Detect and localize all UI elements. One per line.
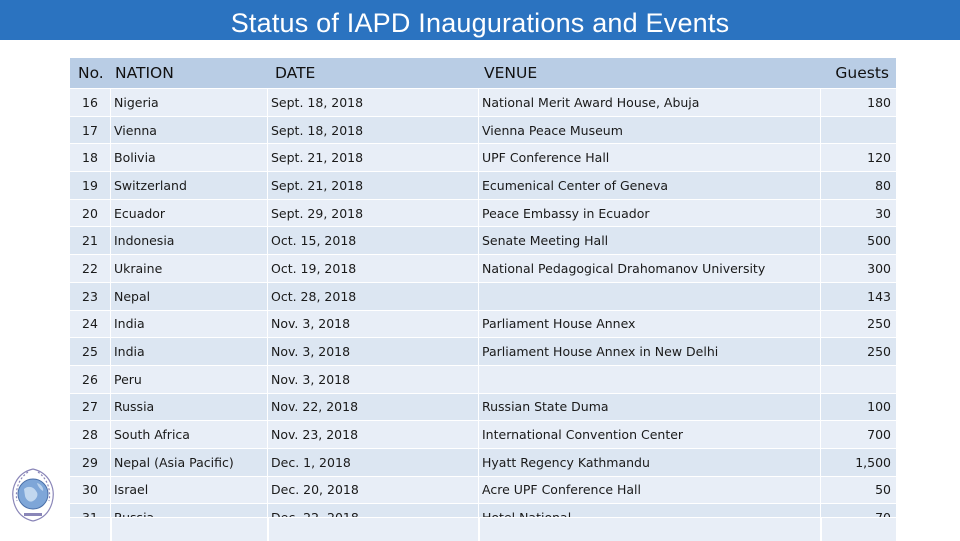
cell-date: Sept. 18, 2018 xyxy=(267,117,478,144)
cell-nation: South Africa xyxy=(110,421,267,448)
cell-nation: Switzerland xyxy=(110,172,267,199)
table-header-row xyxy=(70,58,896,88)
table-body xyxy=(70,88,896,531)
cell-date: Nov. 3, 2018 xyxy=(267,338,478,365)
events-table xyxy=(70,58,896,531)
cell-guests: 30 xyxy=(820,200,896,227)
cell-nation: India xyxy=(110,338,267,365)
cell-date: Sept. 29, 2018 xyxy=(267,200,478,227)
cell-guests: 50 xyxy=(820,477,896,504)
cell-no: 30 xyxy=(82,482,98,498)
cell-no: 28 xyxy=(82,427,98,443)
cell-guests: 500 xyxy=(820,227,896,254)
slide-title: Status of IAPD Inaugurations and Events xyxy=(230,7,730,38)
cell-venue: Russian State Duma xyxy=(478,394,820,421)
cell-nation: India xyxy=(110,311,267,338)
cell-date: Nov. 3, 2018 xyxy=(267,366,478,393)
cell-no: 29 xyxy=(82,454,98,470)
cell-date: Oct. 19, 2018 xyxy=(267,255,478,282)
cell-date: Nov. 22, 2018 xyxy=(267,394,478,421)
cell-venue: National Pedagogical Drahomanov University xyxy=(478,255,820,282)
cell-guests: 250 xyxy=(820,338,896,365)
cell-guests: 80 xyxy=(820,172,896,199)
table-row xyxy=(70,310,896,338)
cell-nation: Vienna xyxy=(110,117,267,144)
table-trailing-row xyxy=(70,517,896,541)
cell-guests: 120 xyxy=(820,144,896,171)
cell-no: 27 xyxy=(82,399,98,415)
upf-globe-emblem-icon xyxy=(6,463,60,527)
cell-nation: Nigeria xyxy=(110,89,267,116)
cell-date: Sept. 18, 2018 xyxy=(267,89,478,116)
cell-venue: Hyatt Regency Kathmandu xyxy=(478,449,820,476)
cell-nation: Russia xyxy=(110,394,267,421)
cell-date: Oct. 28, 2018 xyxy=(267,283,478,310)
cell-date: Sept. 21, 2018 xyxy=(267,172,478,199)
cell-date: Nov. 3, 2018 xyxy=(267,311,478,338)
header-nation: NATION xyxy=(115,64,174,82)
table-row xyxy=(70,254,896,282)
table-row xyxy=(70,199,896,227)
table-row xyxy=(70,88,896,116)
header-venue: VENUE xyxy=(484,64,538,82)
cell-venue: Acre UPF Conference Hall xyxy=(478,477,820,504)
cell-nation: Nepal (Asia Pacific) xyxy=(110,449,267,476)
cell-nation: Ukraine xyxy=(110,255,267,282)
cell-no: 18 xyxy=(82,150,98,166)
cell-no: 24 xyxy=(82,316,98,332)
cell-guests: 143 xyxy=(820,283,896,310)
table-row xyxy=(70,448,896,476)
cell-venue: Senate Meeting Hall xyxy=(478,227,820,254)
table-row xyxy=(70,171,896,199)
cell-guests: 100 xyxy=(820,394,896,421)
cell-nation: Israel xyxy=(110,477,267,504)
cell-nation: Peru xyxy=(110,366,267,393)
cell-venue: Ecumenical Center of Geneva xyxy=(478,172,820,199)
table-row xyxy=(70,116,896,144)
cell-no: 17 xyxy=(82,122,98,138)
header-guests: Guests xyxy=(835,64,889,82)
cell-venue: Parliament House Annex in New Delhi xyxy=(478,338,820,365)
cell-nation: Nepal xyxy=(110,283,267,310)
table-row xyxy=(70,282,896,310)
cell-venue xyxy=(478,366,820,393)
table-row xyxy=(70,476,896,504)
table-row xyxy=(70,420,896,448)
cell-guests: 700 xyxy=(820,421,896,448)
cell-no: 25 xyxy=(82,344,98,360)
slide-title-box xyxy=(0,0,960,46)
cell-no: 19 xyxy=(82,177,98,193)
cell-venue: National Merit Award House, Abuja xyxy=(478,89,820,116)
cell-venue xyxy=(478,283,820,310)
cell-guests xyxy=(820,117,896,144)
table-row xyxy=(70,337,896,365)
cell-guests: 180 xyxy=(820,89,896,116)
cell-date: Dec. 20, 2018 xyxy=(267,477,478,504)
cell-no: 21 xyxy=(82,233,98,249)
header-no: No. xyxy=(78,64,104,82)
cell-date: Sept. 21, 2018 xyxy=(267,144,478,171)
cell-venue: Parliament House Annex xyxy=(478,311,820,338)
cell-no: 22 xyxy=(82,260,98,276)
cell-venue: UPF Conference Hall xyxy=(478,144,820,171)
cell-no: 23 xyxy=(82,288,98,304)
cell-date: Nov. 23, 2018 xyxy=(267,421,478,448)
table-row xyxy=(70,365,896,393)
cell-venue: International Convention Center xyxy=(478,421,820,448)
cell-guests xyxy=(820,366,896,393)
cell-venue: Vienna Peace Museum xyxy=(478,117,820,144)
cell-venue: Peace Embassy in Ecuador xyxy=(478,200,820,227)
cell-no: 20 xyxy=(82,205,98,221)
cell-no: 16 xyxy=(82,94,98,110)
table-row xyxy=(70,393,896,421)
cell-no: 26 xyxy=(82,371,98,387)
table-row xyxy=(70,226,896,254)
cell-date: Oct. 15, 2018 xyxy=(267,227,478,254)
table-row xyxy=(70,143,896,171)
cell-nation: Indonesia xyxy=(110,227,267,254)
cell-nation: Ecuador xyxy=(110,200,267,227)
cell-guests: 1,500 xyxy=(820,449,896,476)
cell-guests: 300 xyxy=(820,255,896,282)
cell-nation: Bolivia xyxy=(110,144,267,171)
cell-date: Dec. 1, 2018 xyxy=(267,449,478,476)
cell-guests: 250 xyxy=(820,311,896,338)
header-date: DATE xyxy=(275,64,316,82)
